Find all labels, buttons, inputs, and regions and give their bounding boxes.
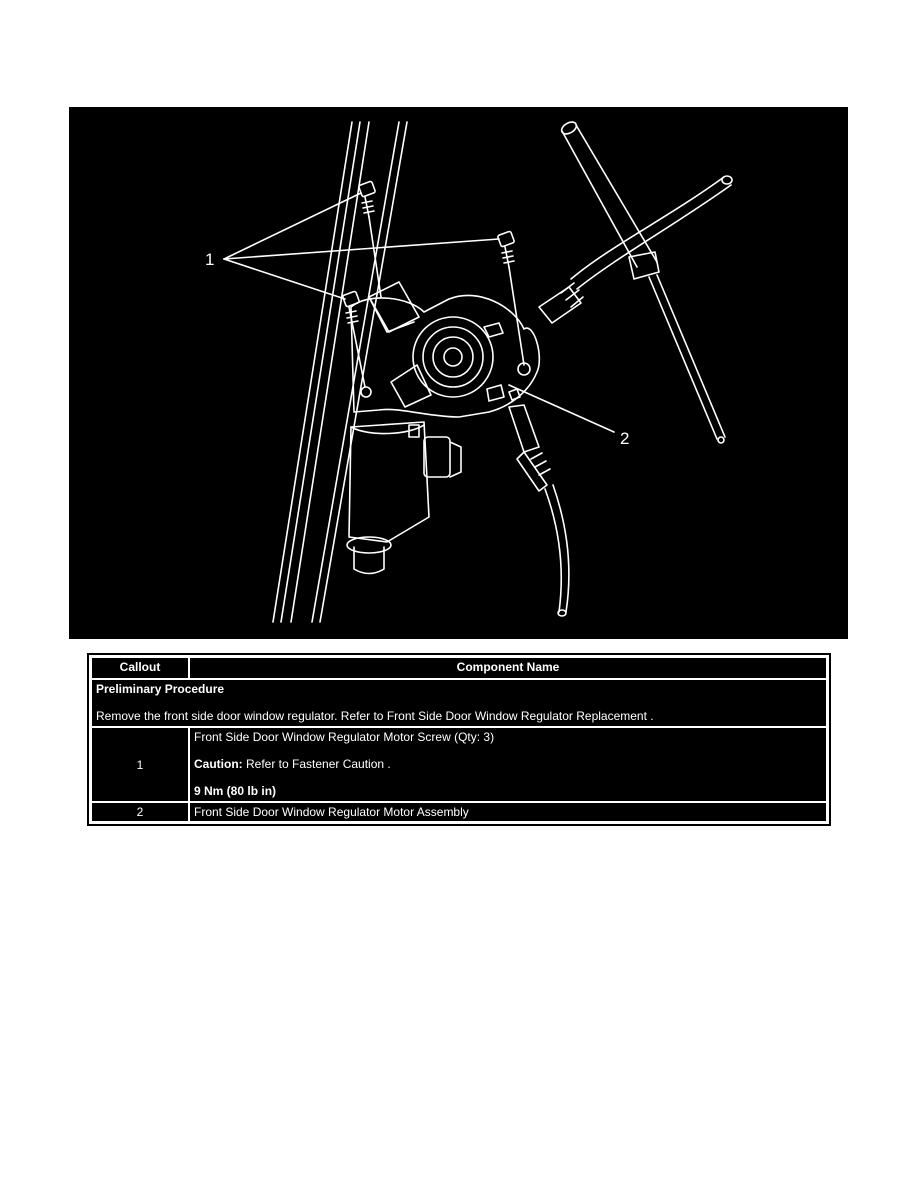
caution-label: Caution: — [194, 757, 243, 771]
screw-icon — [497, 231, 524, 365]
table-header-row — [91, 657, 827, 679]
callout-1-leaders — [224, 193, 499, 299]
callout-label-1: 1 — [205, 250, 215, 269]
door-frame-rails — [273, 122, 407, 622]
preliminary-title: Preliminary Procedure — [96, 682, 225, 696]
preliminary-row — [91, 679, 827, 727]
lower-cable — [517, 452, 569, 616]
table-row — [91, 802, 827, 822]
torque-spec: 9 Nm (80 lb in) — [194, 784, 277, 798]
upper-cable — [539, 176, 732, 323]
motor-housing — [347, 422, 461, 574]
preliminary-text: Remove the front side door window regulator. Refer to Front Side Door Window Regulator Replacement . — [96, 709, 654, 723]
header-component-name: Component Name — [189, 657, 827, 679]
regulator-motor-illustration — [69, 107, 848, 639]
glass-run-channel — [560, 120, 725, 443]
header-callout: Callout — [91, 657, 189, 679]
table-row — [91, 727, 827, 802]
regulator-arms — [369, 282, 539, 452]
preliminary-cell — [91, 679, 827, 727]
callout-label-2: 2 — [620, 429, 630, 448]
caution-line — [194, 757, 822, 772]
component-cell — [189, 727, 827, 802]
component-name: Front Side Door Window Regulator Motor Screw (Qty: 3) — [194, 730, 495, 744]
component-name: Front Side Door Window Regulator Motor Assembly — [189, 802, 827, 822]
callout-number: 2 — [91, 802, 189, 822]
component-table — [89, 655, 829, 824]
screw-icon — [358, 181, 381, 297]
callout-number: 1 — [91, 727, 189, 802]
illustration-svg — [69, 107, 848, 639]
caution-text: Refer to Fastener Caution . — [242, 757, 391, 771]
